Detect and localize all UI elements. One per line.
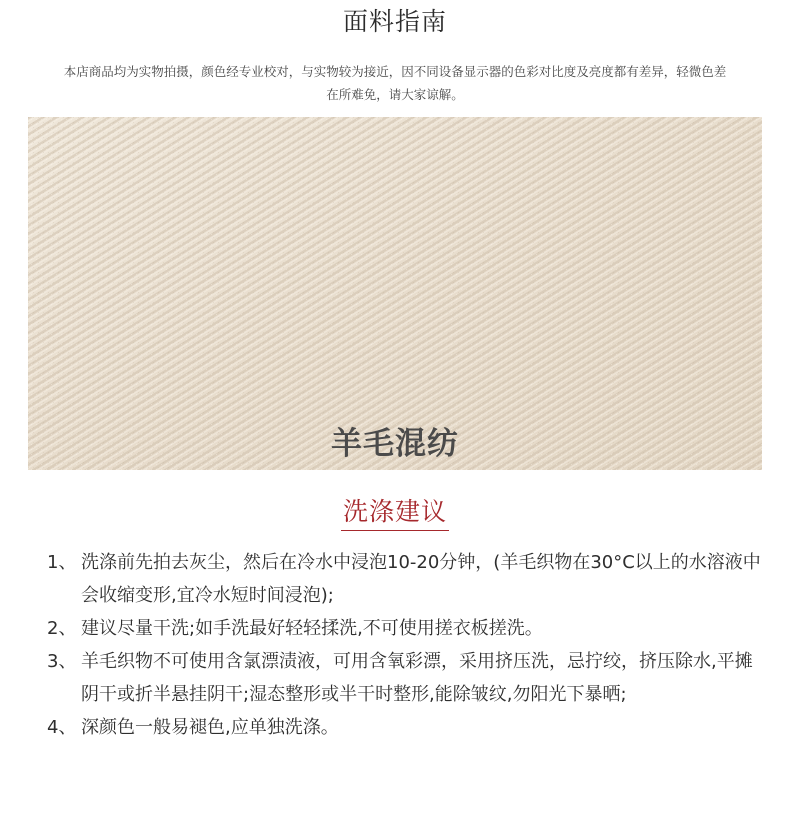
instruction-item [47, 711, 767, 744]
instruction-number: 4、 [47, 717, 77, 738]
instruction-text: 羊毛织物不可使用含氯漂渍液，可用含氧彩漂，采用挤压洗，忌拧绞，挤压除水,平摊阴干或折半悬挂阴干;湿态整形或半干时整形,能除皱纹,勿阳光下暴晒; [81, 651, 753, 705]
washing-instructions-list [47, 546, 767, 744]
instruction-item [47, 645, 767, 711]
instruction-text: 建议尽量干洗;如手洗最好轻轻揉洗,不可使用搓衣板搓洗。 [81, 618, 543, 639]
disclaimer-text: 本店商品均为实物拍摄，颜色经专业校对，与实物较为接近，因不同设备显示器的色彩对比度及亮度都有差异，轻微色差在所难免，请大家谅解。 [63, 64, 727, 102]
washing-section-heading [0, 495, 790, 531]
instruction-number: 3、 [47, 651, 77, 672]
page-title: 面料指南 [342, 7, 447, 36]
twill-texture [28, 117, 762, 470]
instruction-item [47, 612, 767, 645]
instruction-number: 1、 [47, 552, 77, 573]
instruction-text: 深颜色一般易褪色,应单独洗涤。 [81, 717, 339, 738]
instruction-number: 2、 [47, 618, 77, 639]
washing-title: 洗涤建议 [341, 495, 449, 531]
fabric-label: 羊毛混纺 [331, 426, 459, 462]
instruction-item [47, 546, 767, 612]
fabric-swatch-image [28, 117, 762, 470]
instruction-text: 洗涤前先拍去灰尘，然后在冷水中浸泡10-20分钟，(羊毛织物在30°C以上的水溶液中会收缩变形,宜冷水短时间浸泡); [81, 552, 761, 606]
